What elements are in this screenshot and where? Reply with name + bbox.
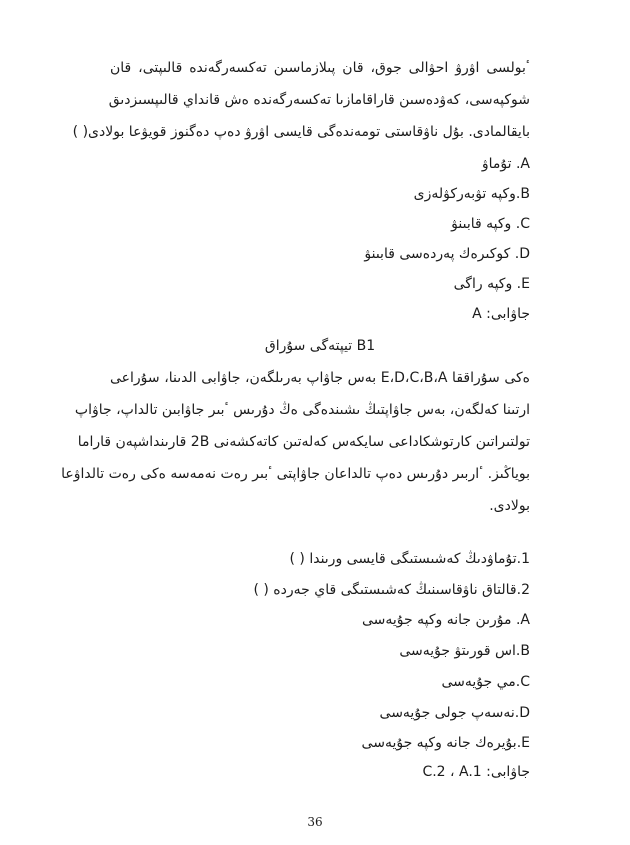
- b1-option-c: [110, 668, 530, 696]
- page-number: 36: [307, 815, 323, 829]
- option-text: . وكپە راگى: [453, 276, 522, 292]
- b1-option-e: [110, 729, 530, 757]
- option-text: . مۇرىن جانە وكپە جۇيەسى: [361, 612, 521, 628]
- section-title-text: تيپتەگى سۇراق: [264, 338, 353, 354]
- question-number: 2: [521, 582, 530, 598]
- q1-option-c: [110, 210, 530, 238]
- b1-question-2: [110, 576, 530, 604]
- option-letter: D: [519, 246, 530, 262]
- option-letter: A: [520, 156, 530, 172]
- question-number: 1: [521, 551, 530, 567]
- answer-label: جاۋابى:: [486, 306, 530, 322]
- option-text: .وكپە تۋبەركۋلەزى: [413, 186, 521, 202]
- option-letter: B: [520, 186, 530, 202]
- option-letter: E: [521, 276, 530, 292]
- option-text: . تۇماۋ: [481, 156, 521, 172]
- b1-question-1: [110, 545, 530, 573]
- section-title: [110, 332, 530, 360]
- option-letter: D: [519, 705, 530, 721]
- q1-option-a: [110, 150, 530, 178]
- option-letter: A: [520, 612, 530, 628]
- instruction-line: ەكى سۇراققا E،D،C،B،A بەس جاۋاپ بەرىلگەن، جاۋابى الدىنا، سۇراعى: [110, 370, 530, 386]
- option-letter: C: [520, 674, 530, 690]
- q1-option-d: [110, 240, 530, 268]
- option-text: .بۇيرەك جانە وكپە جۇيەسى: [361, 735, 522, 751]
- option-letter: C: [520, 216, 530, 232]
- question-text: .قالتاق ناۋقاسىنىڭ كەشىستىگى قاي جەردە ( ): [253, 582, 522, 598]
- q1-option-e: [110, 270, 530, 298]
- q1-option-b: [110, 180, 530, 208]
- option-letter: B: [520, 643, 530, 659]
- b1-option-d: [110, 699, 530, 727]
- instruction-line: بولادى.: [489, 498, 530, 514]
- option-text: .اس قورىتۋ جۇيەسى: [399, 643, 521, 659]
- option-text: . وكپە قابىنۋ: [451, 216, 521, 232]
- answer-label: جاۋابى:: [486, 764, 530, 780]
- q1-paragraph-line: شوكپەسى، كەۋدەسىن قاراقامازىا تەكسەرگەندە ەش قانداي قالىپسىزدىق: [108, 92, 530, 108]
- b1-answer: [110, 758, 530, 786]
- option-text: .نەسەپ جولى جۇيەسى: [379, 705, 520, 721]
- q1-paragraph-line: ٴبولسى اۋرۋ احۋالى جوق، قان پىلازماسىن تەكسەرگەندە قالىپتى، قان: [110, 60, 530, 76]
- answer-value: C.2 ، A.1: [422, 764, 482, 780]
- q1-answer: [110, 300, 530, 328]
- option-text: . كوكىرەك پەردەسى قابىنۋ: [364, 246, 520, 262]
- instruction-line: تولتىراتىن كارتوشكاداعى سايكەس كەلەتىن كاتەكشەنى 2B قارىنداشپەن قاراما: [77, 434, 530, 450]
- instruction-line: بوياڭىز. ٴاربىر دۇرىس دەپ تالداعان جاۋاپتى ٴبىر رەت نەمەسە ەكى رەت تالداۋعا: [61, 466, 530, 482]
- answer-value: A: [472, 306, 482, 322]
- section-title-code: B1: [356, 338, 376, 354]
- option-text: .مي جۇيەسى: [441, 674, 521, 690]
- instruction-line: ارتىنا كەلگەن، بەس جاۋاپتىڭ ىشىندەگى ەڭ دۇرىس ٴبىر جاۋابىن تالداپ، جاۋاپ: [74, 402, 530, 418]
- question-text: .تۇماۋدىڭ كەشىستىگى قايسى ورىندا ( ): [289, 551, 522, 567]
- b1-option-a: [110, 606, 530, 634]
- q1-paragraph-line: بايقالمادى. بۇل ناۋقاستى تومەندەگى قايسى اۋرۋ دەپ دەگنوز قويۋعا بولادى( ): [72, 124, 530, 140]
- b1-option-b: [110, 637, 530, 665]
- option-letter: E: [521, 735, 530, 751]
